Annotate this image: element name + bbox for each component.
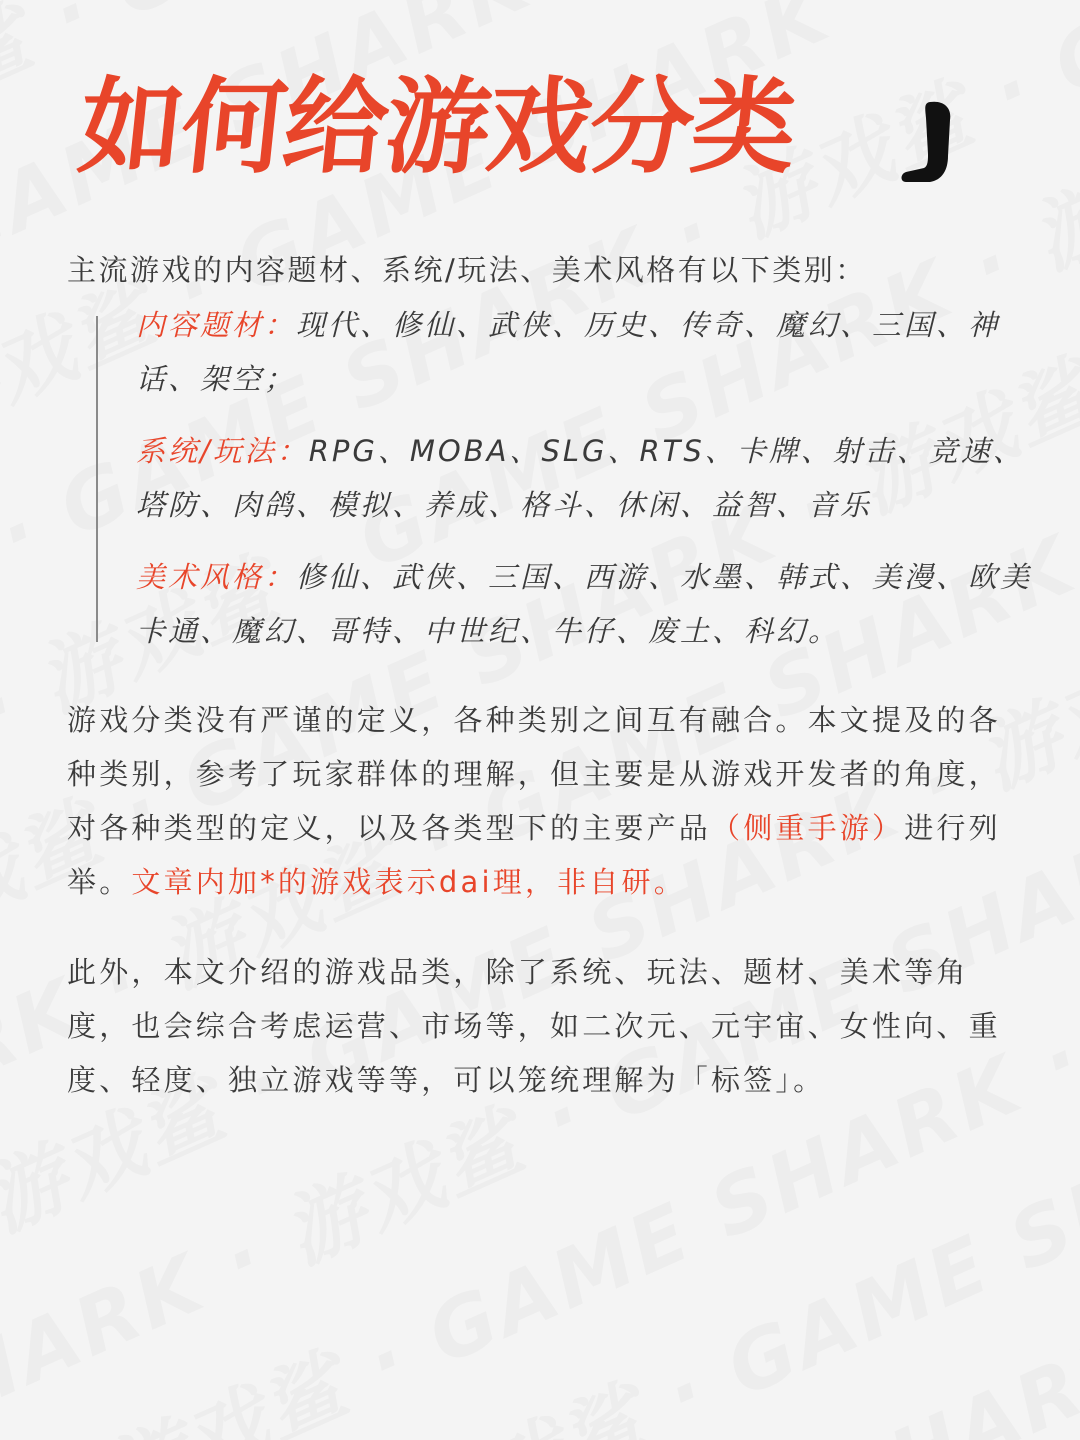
intro-text: 主流游戏的内容题材、系统/玩法、美术风格有以下类别： bbox=[67, 253, 867, 287]
watermark-row bbox=[0, 1331, 1080, 1440]
category-list bbox=[96, 308, 1038, 648]
category-label: 系统/玩法： bbox=[136, 434, 309, 468]
brush-stroke-icon bbox=[900, 98, 960, 188]
definition-paragraph bbox=[67, 693, 1022, 909]
category-items: RPG、MOBA、SLG、RTS、卡牌、射击、竞速、塔防、肉鸽、模拟、养成、格斗、休闲、益智、音乐 bbox=[136, 434, 1025, 522]
category-system-gameplay bbox=[136, 424, 1036, 532]
category-art-style bbox=[136, 550, 1036, 658]
paragraph-text-continued: 进行列举。 bbox=[67, 811, 1001, 899]
agency-note: 文章内加*的游戏表示dai理，非自研。 bbox=[131, 865, 686, 899]
mobile-focus-note: （侧重手游） bbox=[711, 811, 905, 845]
category-label: 内容题材： bbox=[136, 308, 297, 342]
paragraph-text: 游戏分类没有严谨的定义，各种类别之间互有融合。本文提及的各种类别，参考了玩家群体的理解，但主要是从游戏开发者的角度，对各种类型的定义，以及各类型下的主要产品 bbox=[67, 703, 1001, 845]
page-title: 如何给游戏分类 bbox=[73, 65, 801, 188]
title-block bbox=[73, 62, 980, 202]
category-items: 修仙、武侠、三国、西游、水墨、韩式、美漫、欧美卡通、魔幻、哥特、中世纪、牛仔、废土、科幻。 bbox=[136, 560, 1033, 648]
category-items: 现代、修仙、武侠、历史、传奇、魔幻、三国、神话、架空； bbox=[136, 308, 1001, 396]
watermark-row bbox=[0, 1193, 1080, 1440]
category-label: 美术风格： bbox=[136, 560, 297, 594]
tags-paragraph: 此外，本文介绍的游戏品类，除了系统、玩法、题材、美术等角度，也会综合考虑运营、市场等，如二次元、元宇宙、女性向、重度、轻度、独立游戏等等，可以笼统理解为「标签」。 bbox=[67, 955, 1001, 1097]
watermark-row bbox=[0, 1056, 1080, 1440]
category-content-theme bbox=[136, 298, 1036, 406]
